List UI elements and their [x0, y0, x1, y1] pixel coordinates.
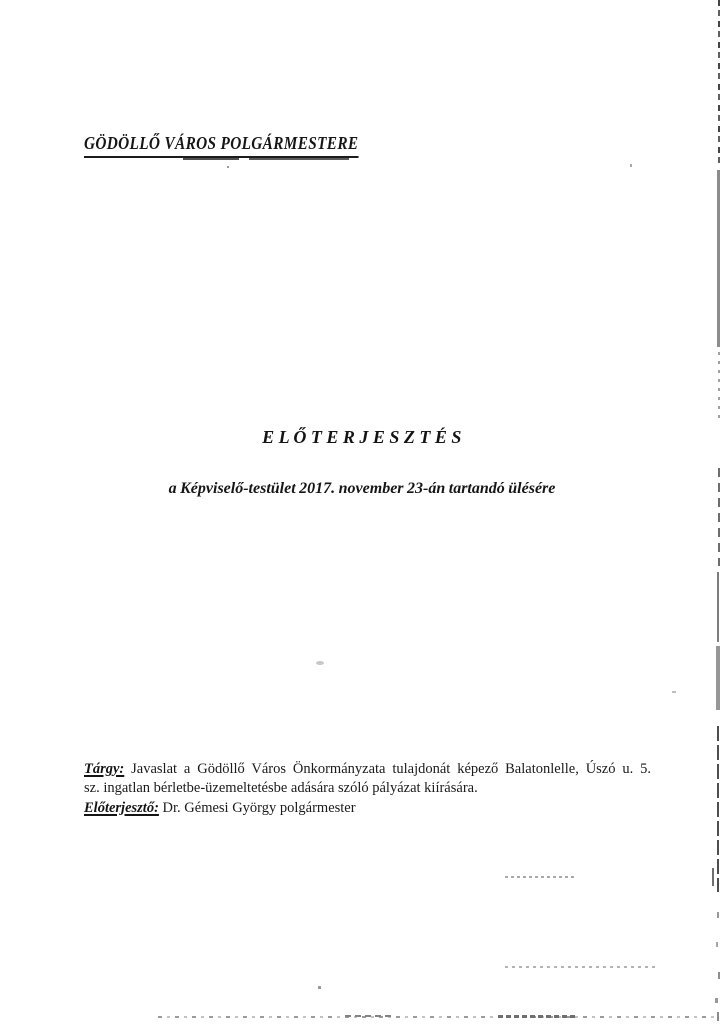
- scan-artifact-smudge: [316, 661, 324, 665]
- scan-artifact-edge-speck: [717, 912, 719, 918]
- scan-artifact-edge-solid-mid: [717, 572, 719, 642]
- scan-artifact-edge-tail: [718, 352, 720, 424]
- document-title: E L Ő T E R J E S Z T É S: [262, 427, 462, 447]
- scan-artifact-edge-speck: [715, 998, 718, 1003]
- scan-artifact-edge-speck: [716, 942, 718, 947]
- scan-artifact-edge-echo: [712, 868, 714, 886]
- scan-artifact-edge-dashes-mid: [718, 468, 720, 566]
- subject-text-1: Javaslat a Gödöllő Város Önkormányzata tulajdonát képező Balatonlelle, Úszó u. 5.: [131, 761, 651, 777]
- scan-artifact-edge-speck: [718, 972, 720, 979]
- scan-artifact-dotted-row: [505, 876, 575, 878]
- scan-artifact-speck: [672, 691, 676, 693]
- letterhead-title: GÖDÖLLŐ VÁROS POLGÁRMESTERE: [84, 133, 358, 158]
- presenter-label: Előterjesztő:: [84, 799, 159, 816]
- presenter-line: [84, 799, 651, 818]
- session-line: a Képviselő-testület 2017. november 23-án tartandó ülésére: [168, 480, 556, 497]
- scan-artifact-speck: [227, 166, 229, 168]
- presenter-value: Dr. Gémesi György polgármester: [162, 799, 356, 816]
- scan-artifact-underline-echo: [183, 158, 349, 160]
- scan-artifact-speck: [630, 164, 632, 167]
- scan-artifact-bottom-dotted-line: [158, 1016, 718, 1018]
- subject-label: Tárgy:: [84, 761, 125, 777]
- scan-artifact-bottom-cluster: [345, 1015, 393, 1017]
- subject-line-2: sz. ingatlan bérletbe-üzemeltetésbe adására szóló pályázat kiírására.: [84, 780, 478, 797]
- scan-artifact-edge-solid-upper: [717, 170, 720, 347]
- scan-artifact-edge-dark-lower: [717, 726, 719, 892]
- scan-artifact-speck: [318, 986, 321, 989]
- subject-block: [84, 760, 651, 818]
- scan-artifact-edge-thick: [716, 646, 720, 710]
- scan-artifact-bottom-dark-cluster: [498, 1015, 578, 1018]
- scan-artifact-edge-dashes-top: [718, 0, 720, 168]
- scan-artifact-dotted-row: [505, 966, 657, 968]
- subject-line-1: [84, 760, 651, 779]
